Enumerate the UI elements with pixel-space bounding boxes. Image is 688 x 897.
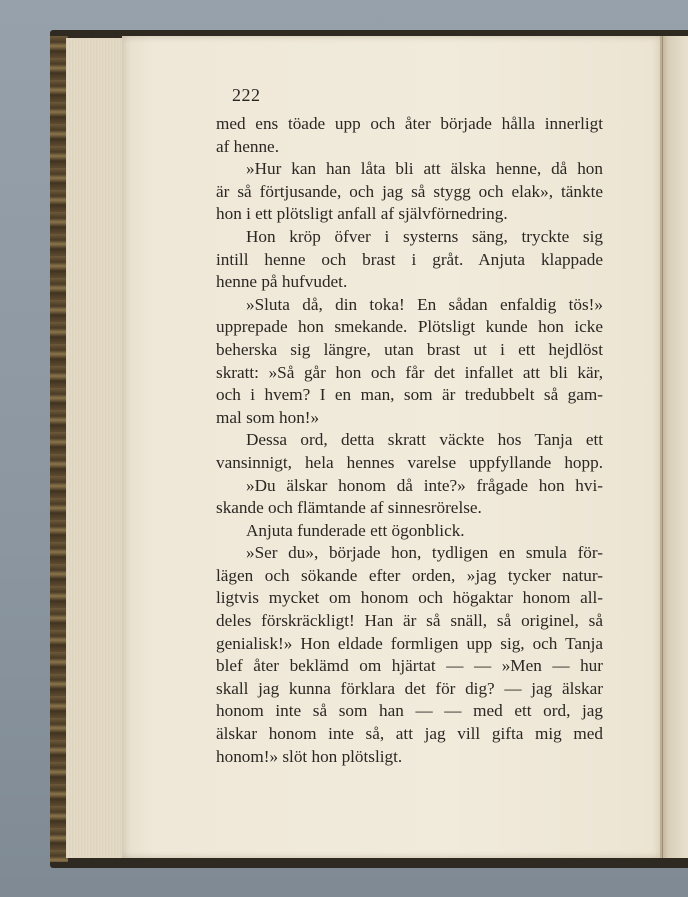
text-line: ligtvis mycket om honom och högaktar honom all- (216, 588, 603, 608)
facing-page-gutter (660, 36, 688, 858)
text-line: henne på hufvudet. (216, 272, 348, 292)
text-line: »Hur kan han låta bli att älska henne, då hon (246, 159, 603, 179)
text-line: Hon kröp öfver i systerns säng, tryckte sig (246, 226, 603, 246)
text-line: af henne. (216, 136, 279, 156)
text-line: älskar honom inte så, att jag vill gifta mig med (216, 724, 603, 744)
page-edges (66, 38, 125, 858)
text-line: honom!» slöt hon plötsligt. (216, 746, 403, 766)
text-line: är så förtjusande, och jag så stygg och elak», tänkte (216, 181, 603, 201)
gutter-fold (662, 36, 663, 858)
text-line: med ens töade upp och åter började hålla innerligt (216, 114, 603, 133)
text-line: upprepade hon smekande. Plötsligt kunde hon icke (216, 317, 603, 337)
text-line: beherska sig längre, utan brast ut i ett hejdlöst (216, 339, 603, 359)
text-line: mal som hon!» (216, 407, 320, 427)
text-line: »Ser du», började hon, tydligen en smula för- (246, 543, 603, 563)
text-line: Anjuta funderade ett ögonblick. (246, 520, 465, 540)
text-line: »Du älskar honom då inte?» frågade hon hvi- (246, 475, 603, 495)
text-line: deles förskräckligt! Han är så snäll, så originel, så (216, 611, 603, 631)
text-line: blef åter beklämd om hjärtat — — »Men — hur (216, 656, 603, 676)
text-line: »Sluta då, din toka! En sådan enfaldig tös!» (246, 294, 603, 314)
text-line: skall jag kunna förklara det för dig? — jag älskar (216, 678, 603, 698)
text-line: lägen och sökande efter orden, »jag tycker natur- (216, 565, 603, 585)
text-line: honom inte så som han — — med ett ord, jag (216, 701, 603, 721)
text-line: skande och flämtande af sinnesrörelse. (216, 498, 482, 518)
text-line: genialisk!» Hon eldade formligen upp sig, och Tanja (216, 633, 603, 653)
text-line: Dessa ord, detta skratt väckte hos Tanja ett (246, 430, 603, 450)
text-line: vansinnigt, hela hennes varelse uppfyllande hopp. (216, 452, 603, 472)
text-line: skratt: »Så går hon och får det infallet att bli kär, (216, 362, 603, 382)
body-text (216, 113, 603, 768)
text-line: och i hvem? I en man, som är tredubbelt så gam- (216, 385, 603, 405)
text-line: intill henne och brast i gråt. Anjuta klappade (216, 249, 603, 269)
text-line: hon i ett plötsligt anfall af självförnedring. (216, 204, 508, 224)
page-number: 222 (232, 85, 261, 105)
